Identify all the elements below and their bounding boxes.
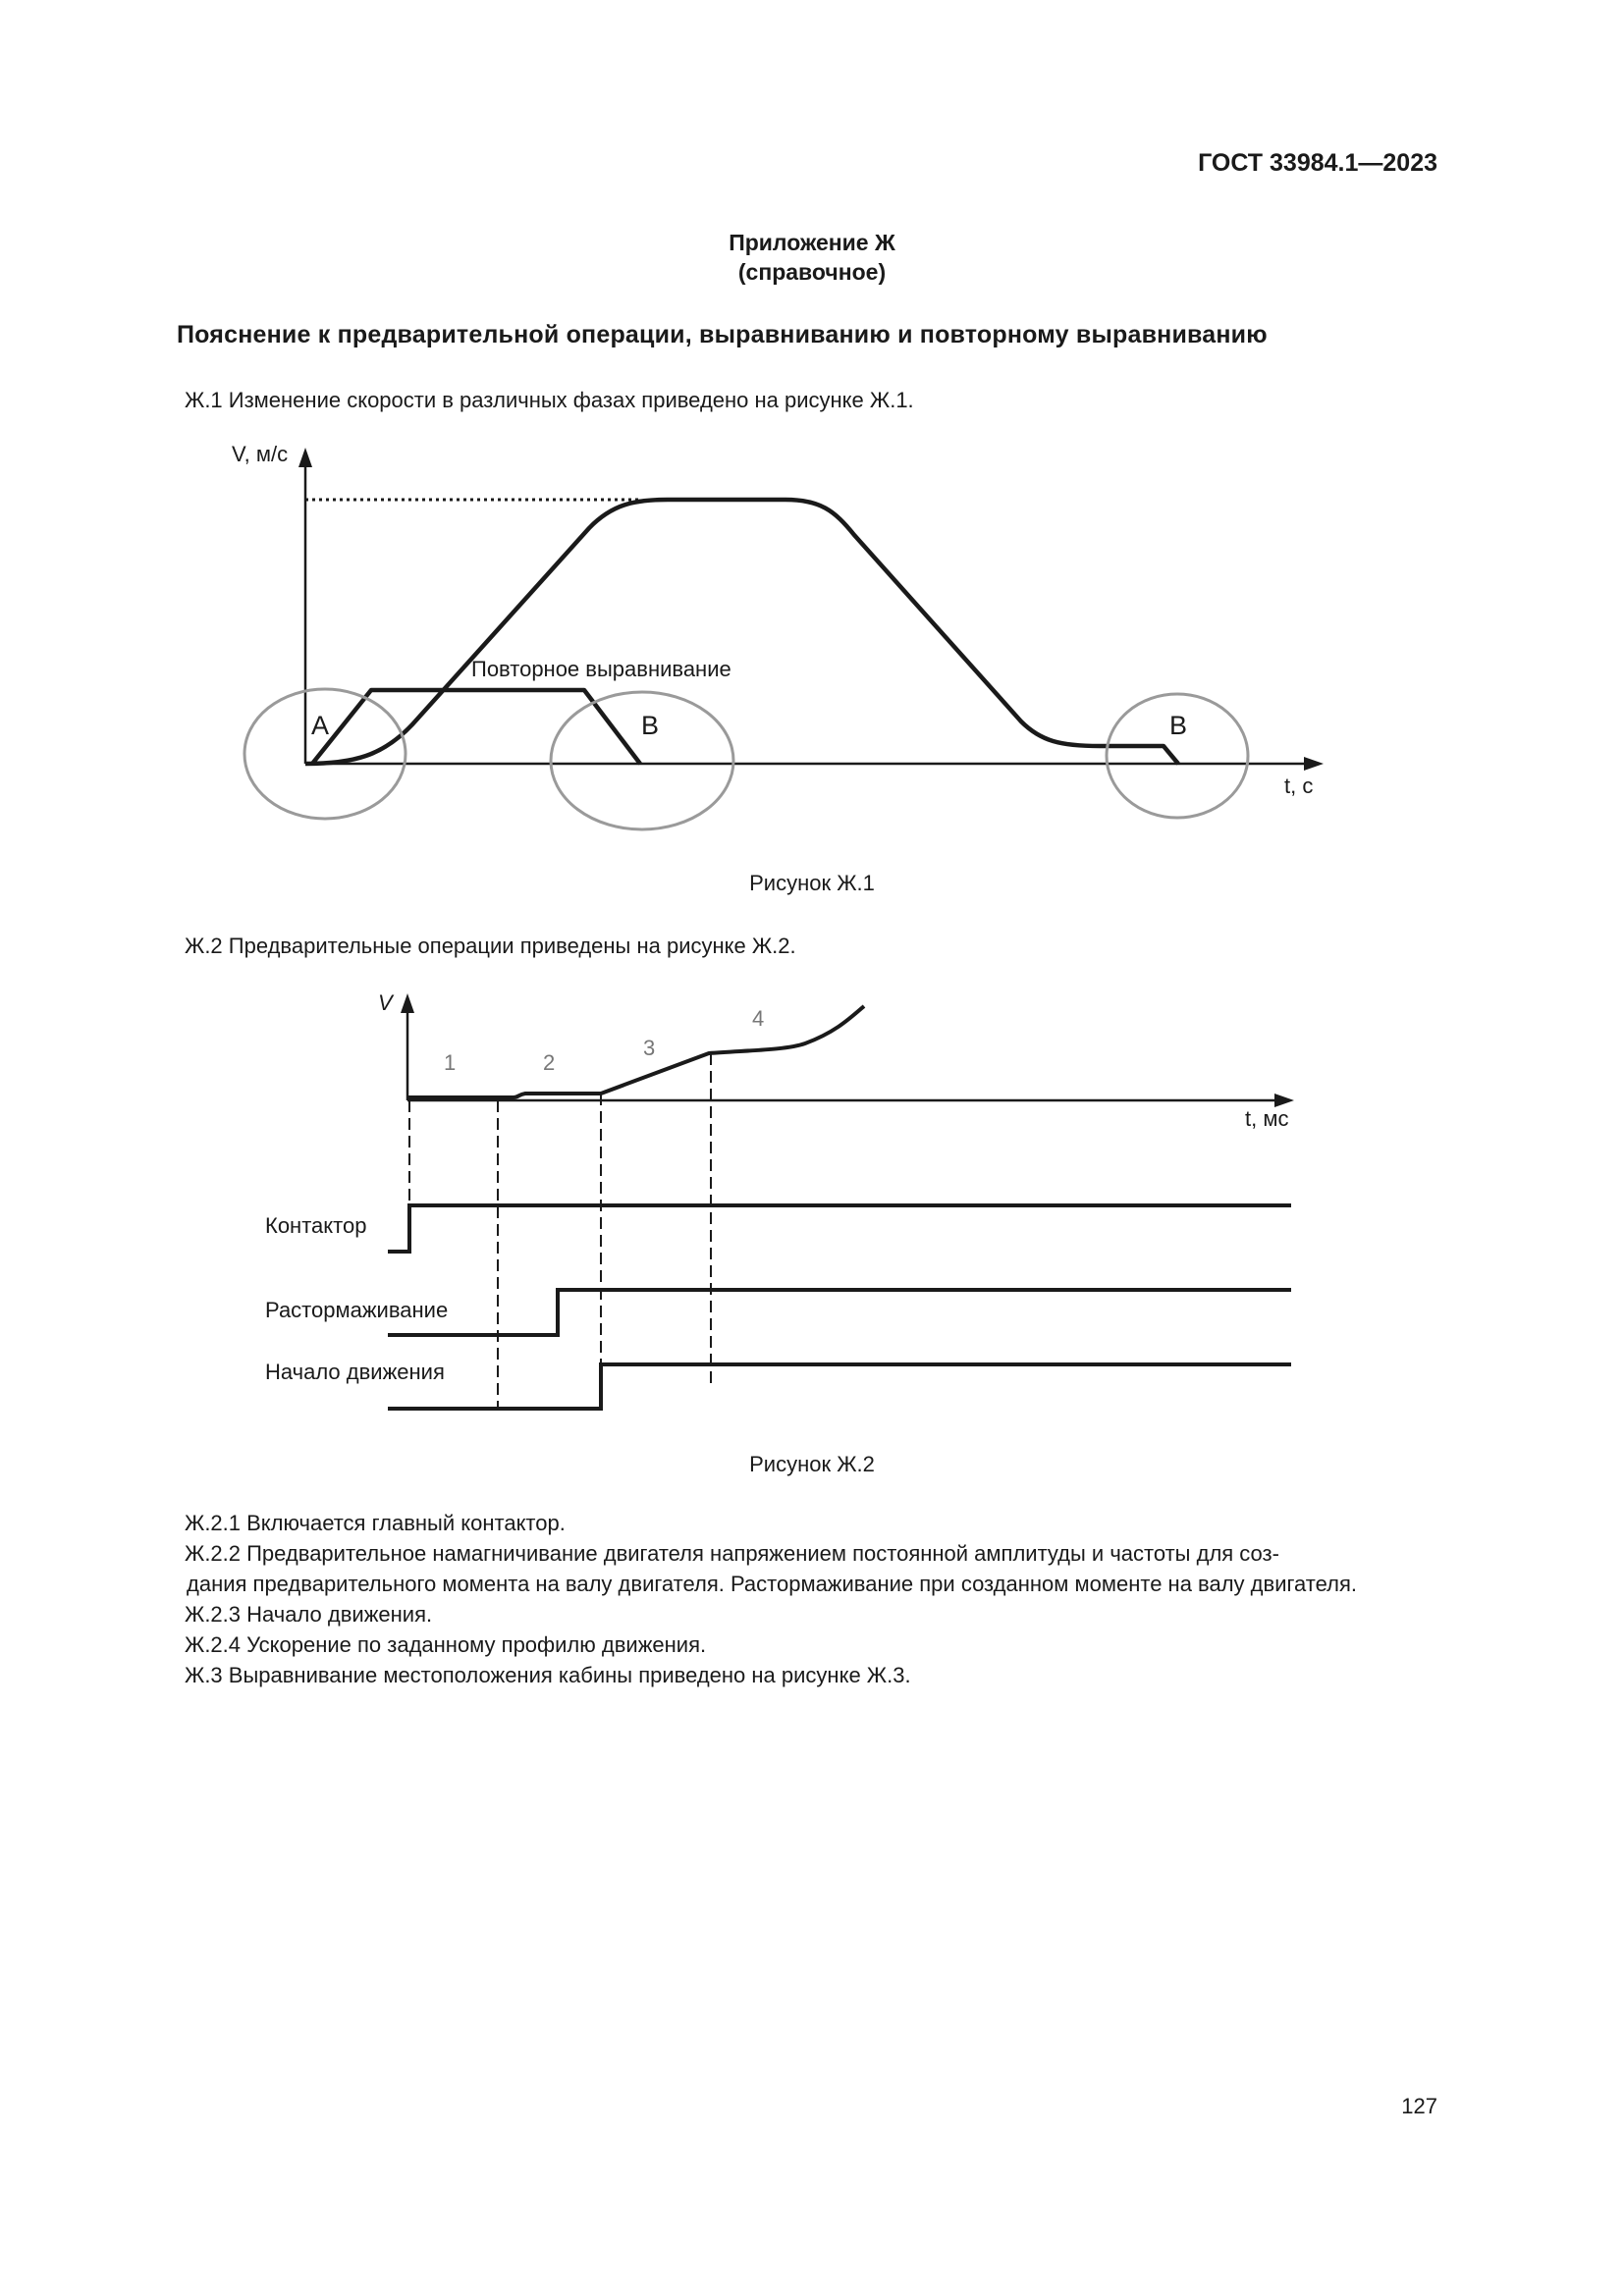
fig2-x-arrow [1274, 1094, 1294, 1107]
figure-1-speed-diagram [0, 0, 1624, 883]
figure-2-timing-diagram [0, 962, 1624, 1433]
figure-2-caption: Рисунок Ж.2 [749, 1452, 875, 1476]
fig2-speed-curve [407, 1006, 864, 1097]
appendix-title: Приложение Ж [729, 230, 895, 255]
page-number: 127 [1401, 2094, 1437, 2118]
fig2-phase-3: 3 [643, 1036, 656, 1060]
fig2-signal-brake-release [388, 1290, 1291, 1335]
fig1-y-arrow [298, 448, 312, 467]
section-heading: Пояснение к предварительной операции, выравниванию и повторному выравниванию [177, 321, 1268, 348]
fig2-phase-4: 4 [752, 1006, 765, 1031]
paragraph-zh2-2-line2: дания предварительного момента на валу двигателя. Растормаживание при созданном моменте на валу двигателя. [187, 1572, 1357, 1596]
fig1-x-label: t, с [1284, 774, 1314, 798]
fig2-phase-2: 2 [543, 1050, 556, 1075]
paragraph-zh2-3: Ж.2.3 Начало движения. [185, 1602, 433, 1627]
fig1-relevel-profile [312, 690, 640, 764]
fig2-y-label: V [378, 990, 393, 1015]
fig2-signal-brake-release-label: Растормаживание [265, 1298, 449, 1322]
fig1-circle-a [244, 689, 406, 819]
fig1-relevel-label: Повторное выравнивание [471, 657, 731, 681]
fig2-phase-1: 1 [444, 1050, 457, 1075]
fig2-signal-contactor [388, 1205, 1291, 1252]
figure-1-caption: Рисунок Ж.1 [749, 871, 875, 895]
appendix-subtitle: (справочное) [737, 259, 887, 285]
fig2-x-label: t, мс [1245, 1106, 1289, 1131]
standard-number: ГОСТ 33984.1—2023 [1198, 149, 1437, 177]
paragraph-zh1: Ж.1 Изменение скорости в различных фазах приведено на рисунке Ж.1. [185, 388, 914, 412]
fig1-x-arrow [1304, 757, 1324, 771]
fig2-y-arrow [401, 993, 414, 1013]
fig2-signal-contactor-label: Контактор [265, 1213, 367, 1238]
fig2-signal-motion-start [388, 1364, 1291, 1409]
paragraph-zh2-1: Ж.2.1 Включается главный контактор. [185, 1511, 566, 1535]
fig1-label-a: A [311, 711, 330, 740]
paragraph-zh2-2-line1: Ж.2.2 Предварительное намагничивание двигателя напряжением постоянной амплитуды и частоты для соз- [185, 1541, 1279, 1566]
fig2-signal-motion-start-label: Начало движения [265, 1360, 445, 1384]
fig1-label-b-right: B [1169, 711, 1188, 740]
paragraph-zh2-4: Ж.2.4 Ускорение по заданному профилю движения. [185, 1632, 707, 1657]
fig1-y-label: V, м/с [232, 442, 289, 466]
fig1-speed-profile [305, 500, 1178, 764]
paragraph-zh2: Ж.2 Предварительные операции приведены на рисунке Ж.2. [185, 934, 796, 958]
paragraph-zh3: Ж.3 Выравнивание местоположения кабины приведено на рисунке Ж.3. [185, 1663, 911, 1687]
fig1-label-b-middle: B [641, 711, 660, 740]
